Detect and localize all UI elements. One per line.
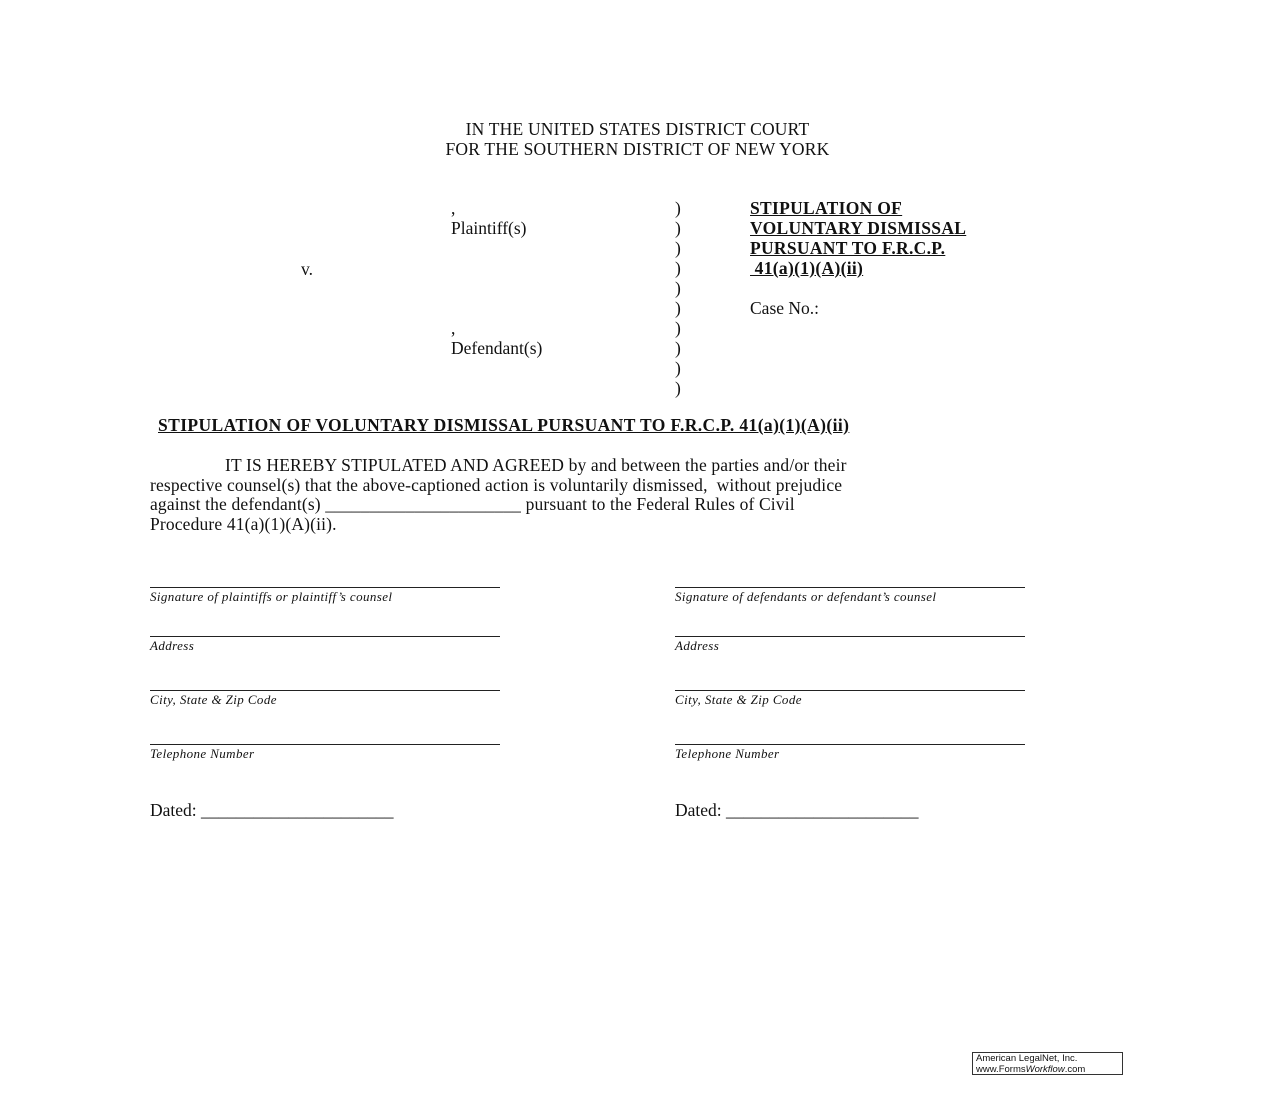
body-line-4: Procedure 41(a)(1)(A)(ii). <box>150 514 337 534</box>
defendant-city-state-zip-label: City, State & Zip Code <box>675 692 802 707</box>
publisher-url-suffix: .com <box>1064 1063 1086 1075</box>
caption-paren: ) <box>675 238 681 258</box>
publisher-url <box>976 1065 1119 1076</box>
case-number-label: Case No.: <box>750 298 820 318</box>
publisher-url-prefix: www.Forms <box>976 1063 1026 1075</box>
plaintiff-telephone-label: Telephone Number <box>150 746 255 761</box>
publisher-name: American LegalNet, Inc. <box>976 1053 1078 1064</box>
caption-title-line-4: 41(a)(1)(A)(ii) <box>750 258 864 278</box>
publisher-url-italic: Workflow <box>1025 1063 1065 1075</box>
caption-paren: ) <box>675 218 681 238</box>
court-district-line-2: FOR THE SOUTHERN DISTRICT OF NEW YORK <box>445 139 830 159</box>
caption-paren: ) <box>675 338 681 358</box>
defendant-city-state-zip-line[interactable] <box>675 690 1025 691</box>
caption-paren: ) <box>675 378 681 398</box>
plaintiff-address-label: Address <box>150 638 195 653</box>
plaintiff-city-state-zip-line[interactable] <box>150 690 500 691</box>
document-title: STIPULATION OF VOLUNTARY DISMISSAL PURSUANT TO F.R.C.P. 41(a)(1)(A)(ii) <box>158 415 850 435</box>
caption-paren: ) <box>675 198 681 218</box>
versus-label: v. <box>301 259 313 279</box>
defendant-signature-line[interactable] <box>675 587 1025 588</box>
plaintiff-signature-label: Signature of plaintiffs or plaintiff’s counsel <box>150 589 393 604</box>
caption-paren: ) <box>675 298 681 318</box>
defendant-address-label: Address <box>675 638 720 653</box>
caption-paren: ) <box>675 278 681 298</box>
caption-paren: ) <box>675 358 681 378</box>
plaintiff-address-line[interactable] <box>150 636 500 637</box>
defendant-address-line[interactable] <box>675 636 1025 637</box>
body-line-1: IT IS HEREBY STIPULATED AND AGREED by and between the parties and/or their <box>225 455 847 475</box>
defendant-telephone-line[interactable] <box>675 744 1025 745</box>
caption-paren: ) <box>675 258 681 278</box>
plaintiff-city-state-zip-label: City, State & Zip Code <box>150 692 277 707</box>
defendant-signature-label: Signature of defendants or defendant’s counsel <box>675 589 937 604</box>
court-name-line-1: IN THE UNITED STATES DISTRICT COURT <box>465 119 810 139</box>
defendant-label: Defendant(s) <box>451 338 543 358</box>
plaintiff-label: Plaintiff(s) <box>451 218 527 238</box>
defendant-telephone-label: Telephone Number <box>675 746 780 761</box>
publisher-footer-box <box>972 1052 1123 1075</box>
body-line-3: against the defendant(s) ______________________ pursuant to the Federal Rules of Civil <box>150 494 795 514</box>
plaintiff-dated-field[interactable]: Dated: ______________________ <box>150 800 394 820</box>
plaintiff-telephone-line[interactable] <box>150 744 500 745</box>
caption-title-line-3: PURSUANT TO F.R.C.P. <box>750 238 946 258</box>
caption-paren: ) <box>675 318 681 338</box>
plaintiff-name-comma: , <box>451 198 456 218</box>
caption-title-line-2: VOLUNTARY DISMISSAL <box>750 218 967 238</box>
defendant-dated-field[interactable]: Dated: ______________________ <box>675 800 919 820</box>
caption-title-line-1: STIPULATION OF <box>750 198 903 218</box>
body-line-2: respective counsel(s) that the above-captioned action is voluntarily dismissed, without prejudice <box>150 475 843 495</box>
defendant-name-comma: , <box>451 318 456 338</box>
plaintiff-signature-line[interactable] <box>150 587 500 588</box>
